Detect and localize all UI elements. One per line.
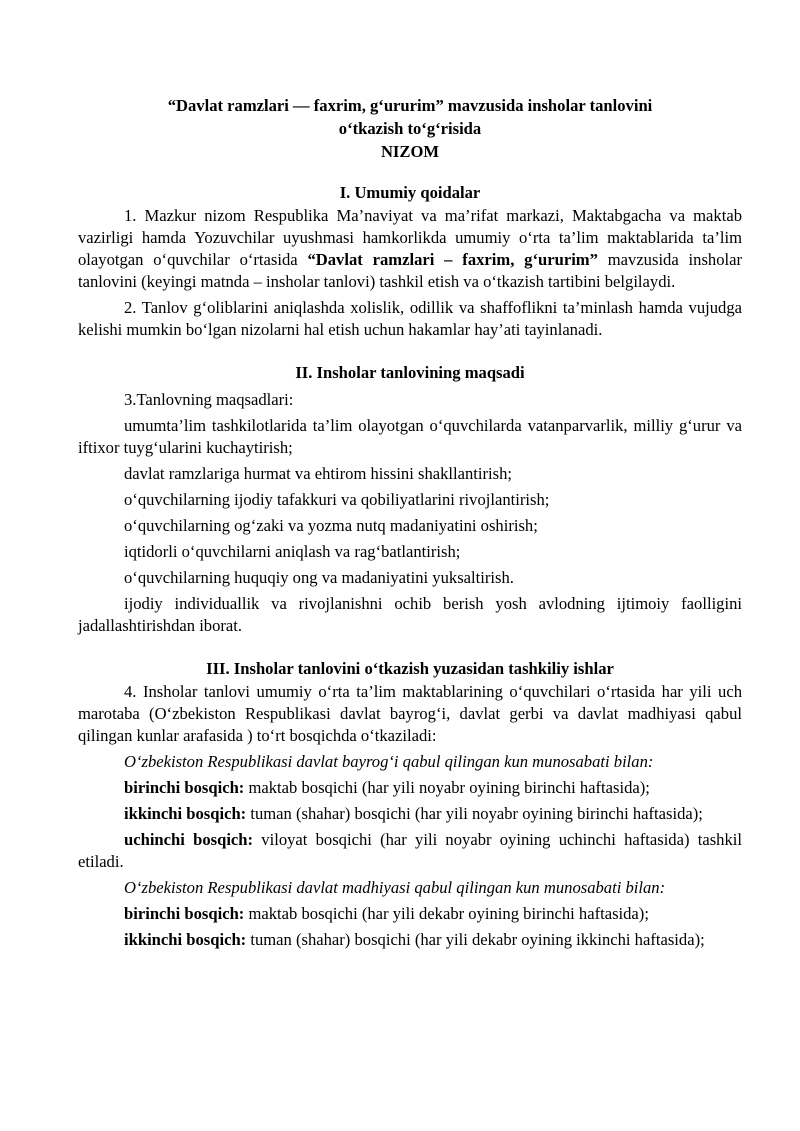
bold-theme: “Davlat ramzlari – faxrim, g‘ururim” [307, 250, 598, 269]
flag-heading: O‘zbekiston Respublikasi davlat bayrog‘i qabul qilingan kun munosabati bilan: [124, 752, 654, 771]
title-line-2: o‘tkazish to‘g‘risida [338, 119, 482, 138]
anthem-heading: O‘zbekiston Respublikasi davlat madhiyasi qabul qilingan kun munosabati bilan: [124, 878, 666, 897]
goal-item: o‘quvchilarning og‘zaki va yozma nutq madaniyatini oshirish; [124, 516, 538, 535]
section-1-heading: I. Umumiy qoidalar [339, 183, 481, 202]
flag-stage-1: birinchi bosqich: maktab bosqichi (har yili noyabr oyining birinchi haftasida); [124, 778, 650, 797]
paragraph-2: 2. Tanlov g‘oliblarini aniqlashda xolislik, odillik va shaffoflikni ta’minlash hamda vujudga kelishi mumkin bo‘lgan nizolarni hal etish uchun hakamlar hay’ati tayinlanadi. [78, 298, 742, 339]
goal-item: davlat ramzlariga hurmat va ehtirom hissini shakllantirish; [124, 464, 513, 483]
title-line-3: NIZOM [380, 142, 440, 161]
anthem-stage-2: ikkinchi bosqich: tuman (shahar) bosqichi (har yili dekabr oyining ikkinchi haftasida); [124, 930, 705, 949]
title-line-1: “Davlat ramzlari — faxrim, g‘ururim” mavzusida insholar tanlovini [167, 96, 653, 115]
anthem-stage-1: birinchi bosqich: maktab bosqichi (har yili dekabr oyining birinchi haftasida); [124, 904, 649, 923]
paragraph-1: 1. Mazkur nizom Respublika Ma’naviyat va ma’rifat markazi, Maktabgacha va maktab vazirligi hamda Yozuvchilar uyushmasi hamkorlikda umumiy o‘rta ta’lim maktablarida ta’lim olayotgan o‘quvchilar o‘rtasida “Davlat ramzlari – faxrim, g‘ururim” mavzusida insholar tanlovini (keyingi matnda – insholar tanlovi) tashkil etish va o‘tkazish tartibini belgilaydi. [78, 206, 742, 291]
flag-stage-3: uchinchi bosqich: viloyat bosqichi (har yili noyabr oyining uchinchi haftasida) tashkil etiladi. [78, 830, 742, 871]
goal-item: iqtidorli o‘quvchilarni aniqlash va rag‘batlantirish; [124, 542, 461, 561]
paragraph-4: 4. Insholar tanlovi umumiy o‘rta ta’lim maktablarining o‘quvchilari o‘rtasida har yili uch marotaba (O‘zbekiston Respublikasi davlat bayrog‘i, davlat gerbi va davlat madhiyasi qabul qilingan kunlar arafasida ) to‘rt bosqichda o‘tkaziladi: [78, 682, 742, 745]
document-page [78, 94, 742, 951]
goal-item: o‘quvchilarning ijodiy tafakkuri va qobiliyatlarini rivojlantirish; [124, 490, 550, 509]
goal-item: o‘quvchilarning huquqiy ong va madaniyatini yuksaltirish. [124, 568, 514, 587]
goal-item: ijodiy individuallik va rivojlanishni ochib berish yosh avlodning ijtimoiy faolligini jadallashtirishdan iborat. [78, 594, 742, 635]
section-3-heading: III. Insholar tanlovini o‘tkazish yuzasidan tashkiliy ishlar [206, 659, 614, 678]
flag-stage-2: ikkinchi bosqich: tuman (shahar) bosqichi (har yili noyabr oyining birinchi haftasida); [124, 804, 703, 823]
document-title [78, 94, 742, 163]
section-2-heading: II. Insholar tanlovining maqsadi [295, 363, 525, 382]
goal-item: umumta’lim tashkilotlarida ta’lim olayotgan o‘quvchilarda vatanparvarlik, milliy g‘urur va iftixor tuyg‘ularini kuchaytirish; [78, 416, 742, 457]
goal-item: 3.Tanlovning maqsadlari: [124, 390, 294, 409]
